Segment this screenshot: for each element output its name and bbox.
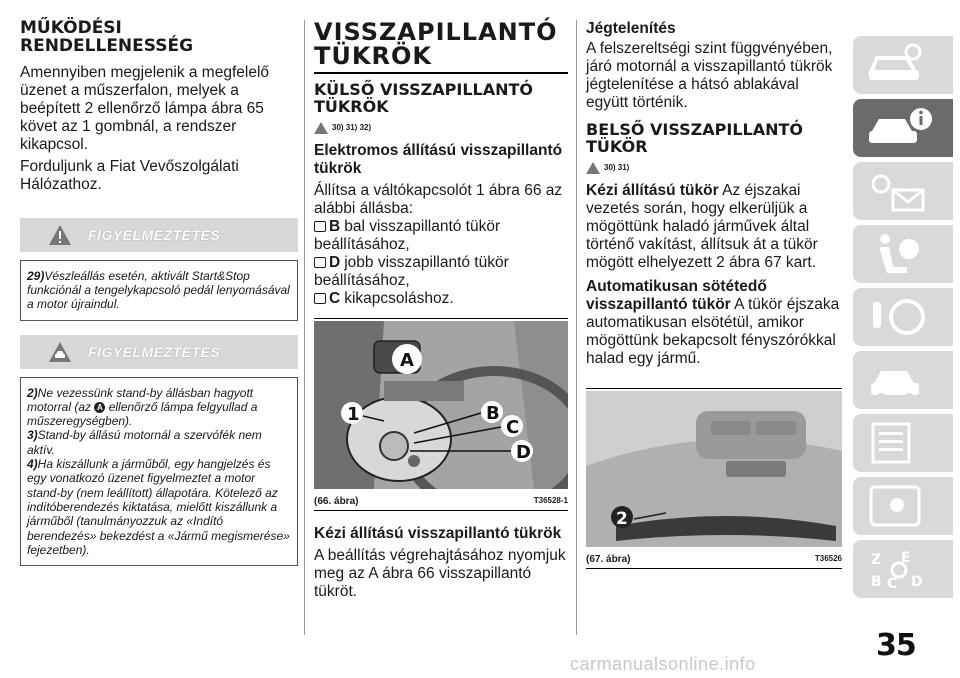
figure-code: T36528-1 [533,495,568,505]
title-line: TÜKRÖK [314,96,389,116]
option-line: beállításához, [314,235,410,253]
column-middle [314,20,568,601]
inline-heading: visszapillantó tükör [586,295,731,313]
svg-text:C: C [887,576,898,592]
index-letters-icon [867,546,927,592]
car-info-icon [867,105,937,151]
title-line: KÜLSŐ VISSZAPILLANTÓ [314,80,534,99]
key-icon [314,293,326,304]
label-1: 1 [347,403,360,425]
label-d: D [516,441,531,463]
key-steering-icon [867,294,927,340]
select-paragraph: Állítsa a váltókapcsolót 1 ábra 66 az alábbi állásba: [314,181,563,217]
warning-number: 3) [27,428,38,443]
column-left [20,20,298,566]
auto-paragraph [586,296,842,368]
manual-paragraph: A beállítás végrehajtásához nyomjuk meg az A ábra 66 visszapillantó tükröt. [314,546,566,600]
warning-title: FIGYELMEZTETÉS [88,343,221,360]
paragraph-text: A tükör éjszaka automatikusan elsötétül, amikor mögöttünk bekapcsolt fényszórókkal halad egy jármű. [586,295,840,367]
warning-icon [586,162,600,174]
tab-maintenance[interactable] [853,414,953,472]
option-label: bal visszapillantó tükör [344,217,501,235]
option-line [314,218,568,236]
option-line [314,290,568,308]
spec-letters-icon [867,483,927,529]
option-line [314,254,568,272]
tab-safety[interactable] [853,225,953,283]
inline-heading: Kézi állítású tükör [586,181,719,199]
key-icon [314,257,326,268]
label-a: A [400,349,414,371]
tab-vehicle-overview[interactable] [853,36,953,94]
option-line: beállításához, [314,271,410,289]
column-right [586,20,842,569]
warning-text: ellenőrző lámpa felgyullad a műszeregységben). [27,399,258,429]
warning-title: FIGYELMEZTETÉS [88,226,221,243]
warning-number: 2) [27,385,38,400]
heading-auto: Automatikusan sötétedő [586,277,767,295]
reference-line [314,122,568,134]
option-key: B [329,217,341,235]
tab-warning-lights[interactable] [853,162,953,220]
watermark: carmanualsonline.info [570,654,756,674]
reference-numbers: 30) 31) [604,163,630,173]
label-b: B [486,402,500,424]
manual-mirror-paragraph [586,182,842,272]
tab-vehicle-info[interactable] [853,99,953,157]
option-label: kikapcsoláshoz. [344,289,454,307]
option-key: C [329,289,341,307]
warning-text: Ha kiszállunk a járműből, egy hangjelzés és egy vonatkozó üzenet figyelmeztet a motor stand-by (nem leállított) állapotára. Kötelező az indítóberendezés kiktatása, mielőtt kiszállunk a járműből (tanulmányozzuk az «Indító berendezés» bekezdést a «Jármű megismerése» fejezetben). [27,457,290,557]
svg-text:D: D [911,574,923,590]
title-line: TÜKRÖK [314,42,432,70]
checklist-icon [867,420,927,466]
title-line: RENDELLENESSÉG [20,35,194,56]
figure-66 [314,318,568,511]
subsection-title-internal [586,122,842,156]
indicator-a-icon: A [94,402,105,413]
column-divider-left [304,20,305,635]
warning-box-1 [20,260,298,321]
key-icon [314,221,326,232]
warning-item [27,428,291,457]
heading-manual: Kézi állítású visszapillantó tükrök [314,524,562,542]
reference-numbers: 30) 31) 32) [332,123,372,133]
paragraph-text: Az éjszakai vezetés során, hogy elkerüljük a mögöttünk haladó járművek által történő vakítást, állítsuk át a tükör mögött elhelyezett 2 ábra 67 kart. [586,181,818,271]
warning-header-1 [20,218,298,252]
car-search-icon [867,42,927,88]
tab-starting-driving[interactable] [853,288,953,346]
figure-67 [586,388,842,569]
label-c: C [506,416,520,438]
rearview-mirror-photo [586,391,842,547]
warning-text: Vészleállás esetén, aktivált Start&Stop funkciónál a tengelykapcsoló pedál lenyomásával a motor újraindul. [27,268,290,312]
svg-text:E: E [901,550,911,566]
subsection-title-external [314,82,568,116]
title-line: BELSŐ VISSZAPILLANTÓ [586,120,804,139]
warning-text: Ne vezessünk stand-by állásban hagyott motorral (az [27,385,254,414]
airbag-seat-icon [867,231,927,277]
figure-caption: (66. ábra) [314,495,359,507]
lights-message-icon [867,168,927,214]
tab-index[interactable] [853,540,953,598]
figure-caption-row [314,494,568,511]
warning-box-2 [20,377,298,567]
malfunction-paragraph: Amennyiben megjelenik a megfelelő üzenet a műszerfalon, melyek a beépített 2 ellenőrző lámpa ábra 65 követ az 1 gombnál, a rendszer kikapcsol. [20,63,270,153]
warning-number: 29) [27,268,45,283]
warning-text: Stand-by állású motornál a szervófék nem aktív. [27,428,262,457]
car-warning-icon [48,341,72,363]
warning-item [27,386,291,429]
tab-emergency[interactable] [853,351,953,409]
warning-number: 4) [27,457,38,472]
page-number: 35 [876,628,916,663]
figure-caption-row [586,552,842,569]
heading-defrost: Jégtelenítés [586,20,676,37]
option-key: D [329,253,341,271]
warning-icon [48,224,72,246]
reference-line [586,162,842,174]
section-title-malfunction [20,20,298,56]
service-paragraph: Forduljunk a Fiat Vevőszolgálati Hálózathoz. [20,157,239,193]
warning-item [27,457,291,557]
tab-technical-data[interactable] [853,477,953,535]
option-label: jobb visszapillantó tükör [344,253,509,271]
column-divider-right [576,20,577,635]
label-2: 2 [616,508,628,529]
car-emergency-icon [867,357,927,403]
svg-text:Z: Z [871,552,882,568]
section-title-mirrors [314,20,568,74]
warning-icon [314,122,328,134]
svg-text:B: B [871,574,882,590]
warning-header-2 [20,335,298,369]
title-line: VISSZAPILLANTÓ [314,18,558,46]
figure-caption: (67. ábra) [586,553,631,565]
figure-code: T36526 [814,553,842,563]
mirror-switch-photo [314,321,568,489]
heading-electric: Elektromos állítású visszapillantó tükrök [314,141,563,177]
defrost-paragraph: A felszereltségi szint függvényében, járó motornál a visszapillantó tükrök jégtelenítése a hátsó ablakával együtt történik. [586,40,833,111]
title-line: TÜKÖR [586,136,648,156]
title-line: MŰKÖDÉSI [20,18,122,38]
